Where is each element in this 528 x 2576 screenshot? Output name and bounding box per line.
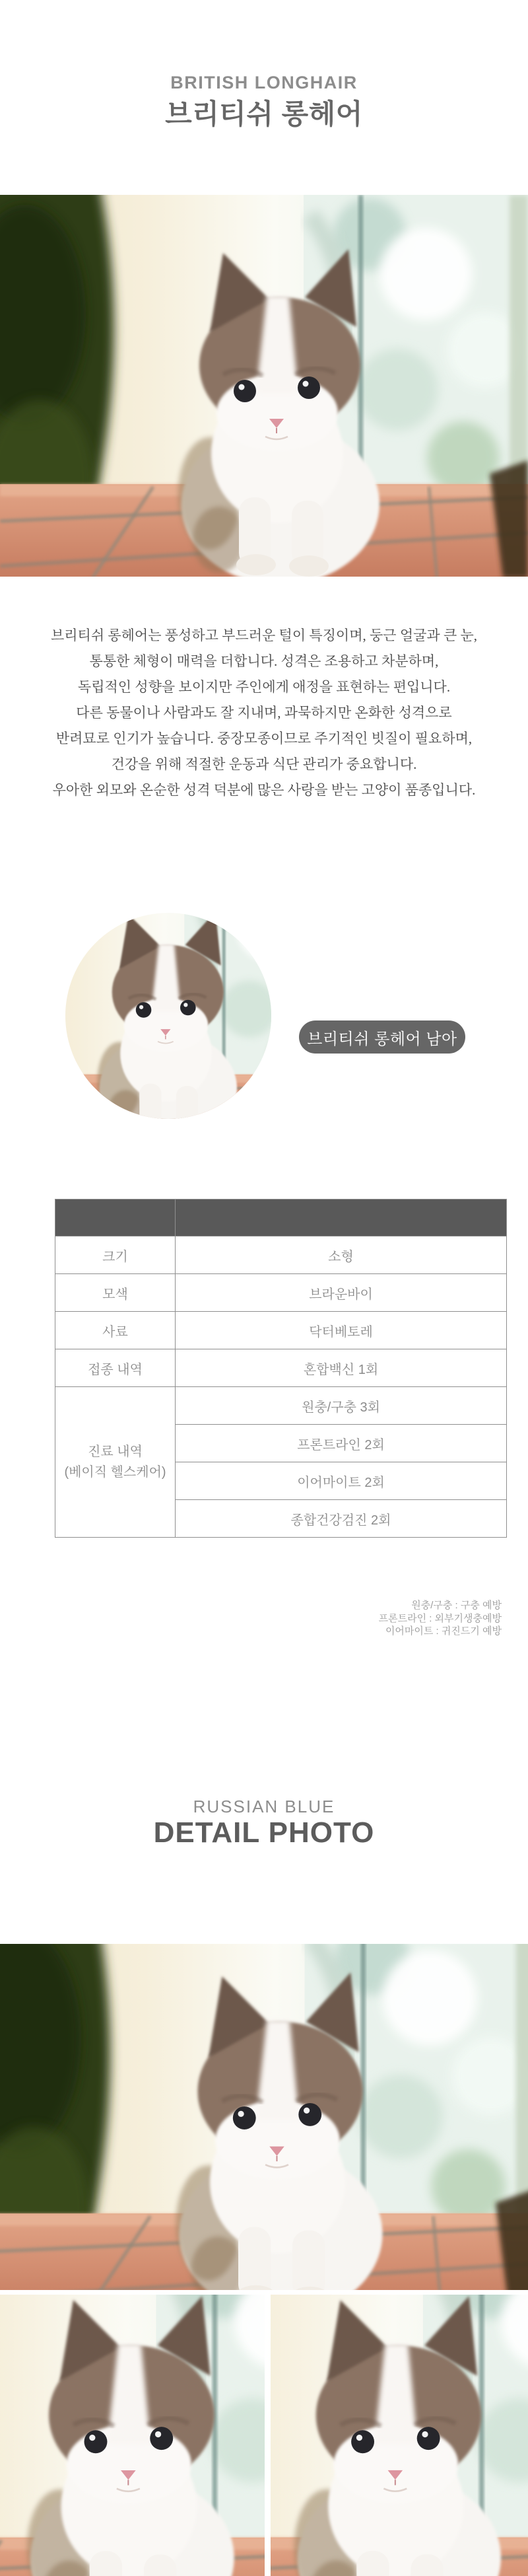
table-header-label-cell — [55, 1199, 176, 1236]
description-line: 반려묘로 인기가 높습니다. 중장모종이므로 주기적인 빗질이 필요하며, — [55, 731, 473, 746]
care-footnotes — [379, 1599, 502, 1638]
row-label: 사료 — [55, 1312, 176, 1349]
care-history-subtitle: (베이직 헬스케어) — [64, 1464, 166, 1480]
detail-kitten-photo-left — [0, 2295, 265, 2576]
table-row — [55, 1274, 507, 1312]
table-row — [55, 1387, 507, 1425]
table-header-value-cell — [176, 1199, 507, 1236]
row-label: 크기 — [55, 1236, 176, 1274]
care-item: 프론트라인 2회 — [176, 1425, 507, 1462]
footnote-line: 프론트라인 : 외부기생충예방 — [378, 1612, 502, 1624]
footnote-line: 원충/구충 : 구충 예방 — [411, 1600, 502, 1611]
row-value: 소형 — [176, 1236, 507, 1274]
row-label: 접종 내역 — [55, 1349, 176, 1387]
breed-title-korean: 브리티쉬 롱헤어 — [165, 98, 363, 129]
profile-kitten-photo-circle — [65, 913, 271, 1119]
care-history-title: 진료 내역 — [88, 1444, 143, 1459]
description-line: 독립적인 성향을 보이지만 주인에게 애정을 표현하는 편입니다. — [77, 679, 451, 695]
row-value: 닥터베토레 — [176, 1312, 507, 1349]
breed-title-english: BRITISH LONGHAIR — [170, 73, 358, 92]
table-row — [55, 1236, 507, 1274]
care-item: 이어마이트 2회 — [176, 1462, 507, 1500]
hero-kitten-photo — [0, 195, 528, 577]
breed-description — [0, 623, 528, 803]
description-line: 건강을 위해 적절한 운동과 식단 관리가 중요합니다. — [111, 756, 417, 772]
footnote-line: 이어마이트 : 귀진드기 예방 — [385, 1626, 502, 1637]
table-row — [55, 1349, 507, 1387]
care-item: 원충/구충 3회 — [176, 1387, 507, 1425]
row-value: 혼합백신 1회 — [176, 1349, 507, 1387]
care-item: 종합건강검진 2회 — [176, 1500, 507, 1538]
care-history-label — [55, 1387, 176, 1538]
detail-kitten-photo-right — [271, 2295, 528, 2576]
description-line: 다른 동물이나 사람과도 잘 지내며, 과묵하지만 온화한 성격으로 — [76, 705, 452, 721]
description-line: 브리티쉬 롱헤어는 풍성하고 부드러운 털이 특징이며, 둥근 얼굴과 큰 눈, — [50, 627, 478, 643]
detail-section-title: DETAIL PHOTO — [153, 1816, 375, 1849]
description-line: 우아한 외모와 온순한 성격 덕분에 많은 사랑을 받는 고양이 품종입니다. — [52, 782, 476, 798]
table-row — [55, 1312, 507, 1349]
row-value: 브라운바이 — [176, 1274, 507, 1312]
detail-section-subtitle: RUSSIAN BLUE — [193, 1797, 335, 1816]
detail-kitten-photo — [0, 1944, 528, 2290]
row-label: 모색 — [55, 1274, 176, 1312]
description-line: 통통한 체형이 매력을 더합니다. 성격은 조용하고 차분하며, — [89, 653, 439, 669]
kitten-name-badge: 브리티쉬 롱헤어 남아 — [299, 1020, 465, 1054]
kitten-info-table — [55, 1199, 507, 1538]
table-header-row — [55, 1199, 507, 1236]
